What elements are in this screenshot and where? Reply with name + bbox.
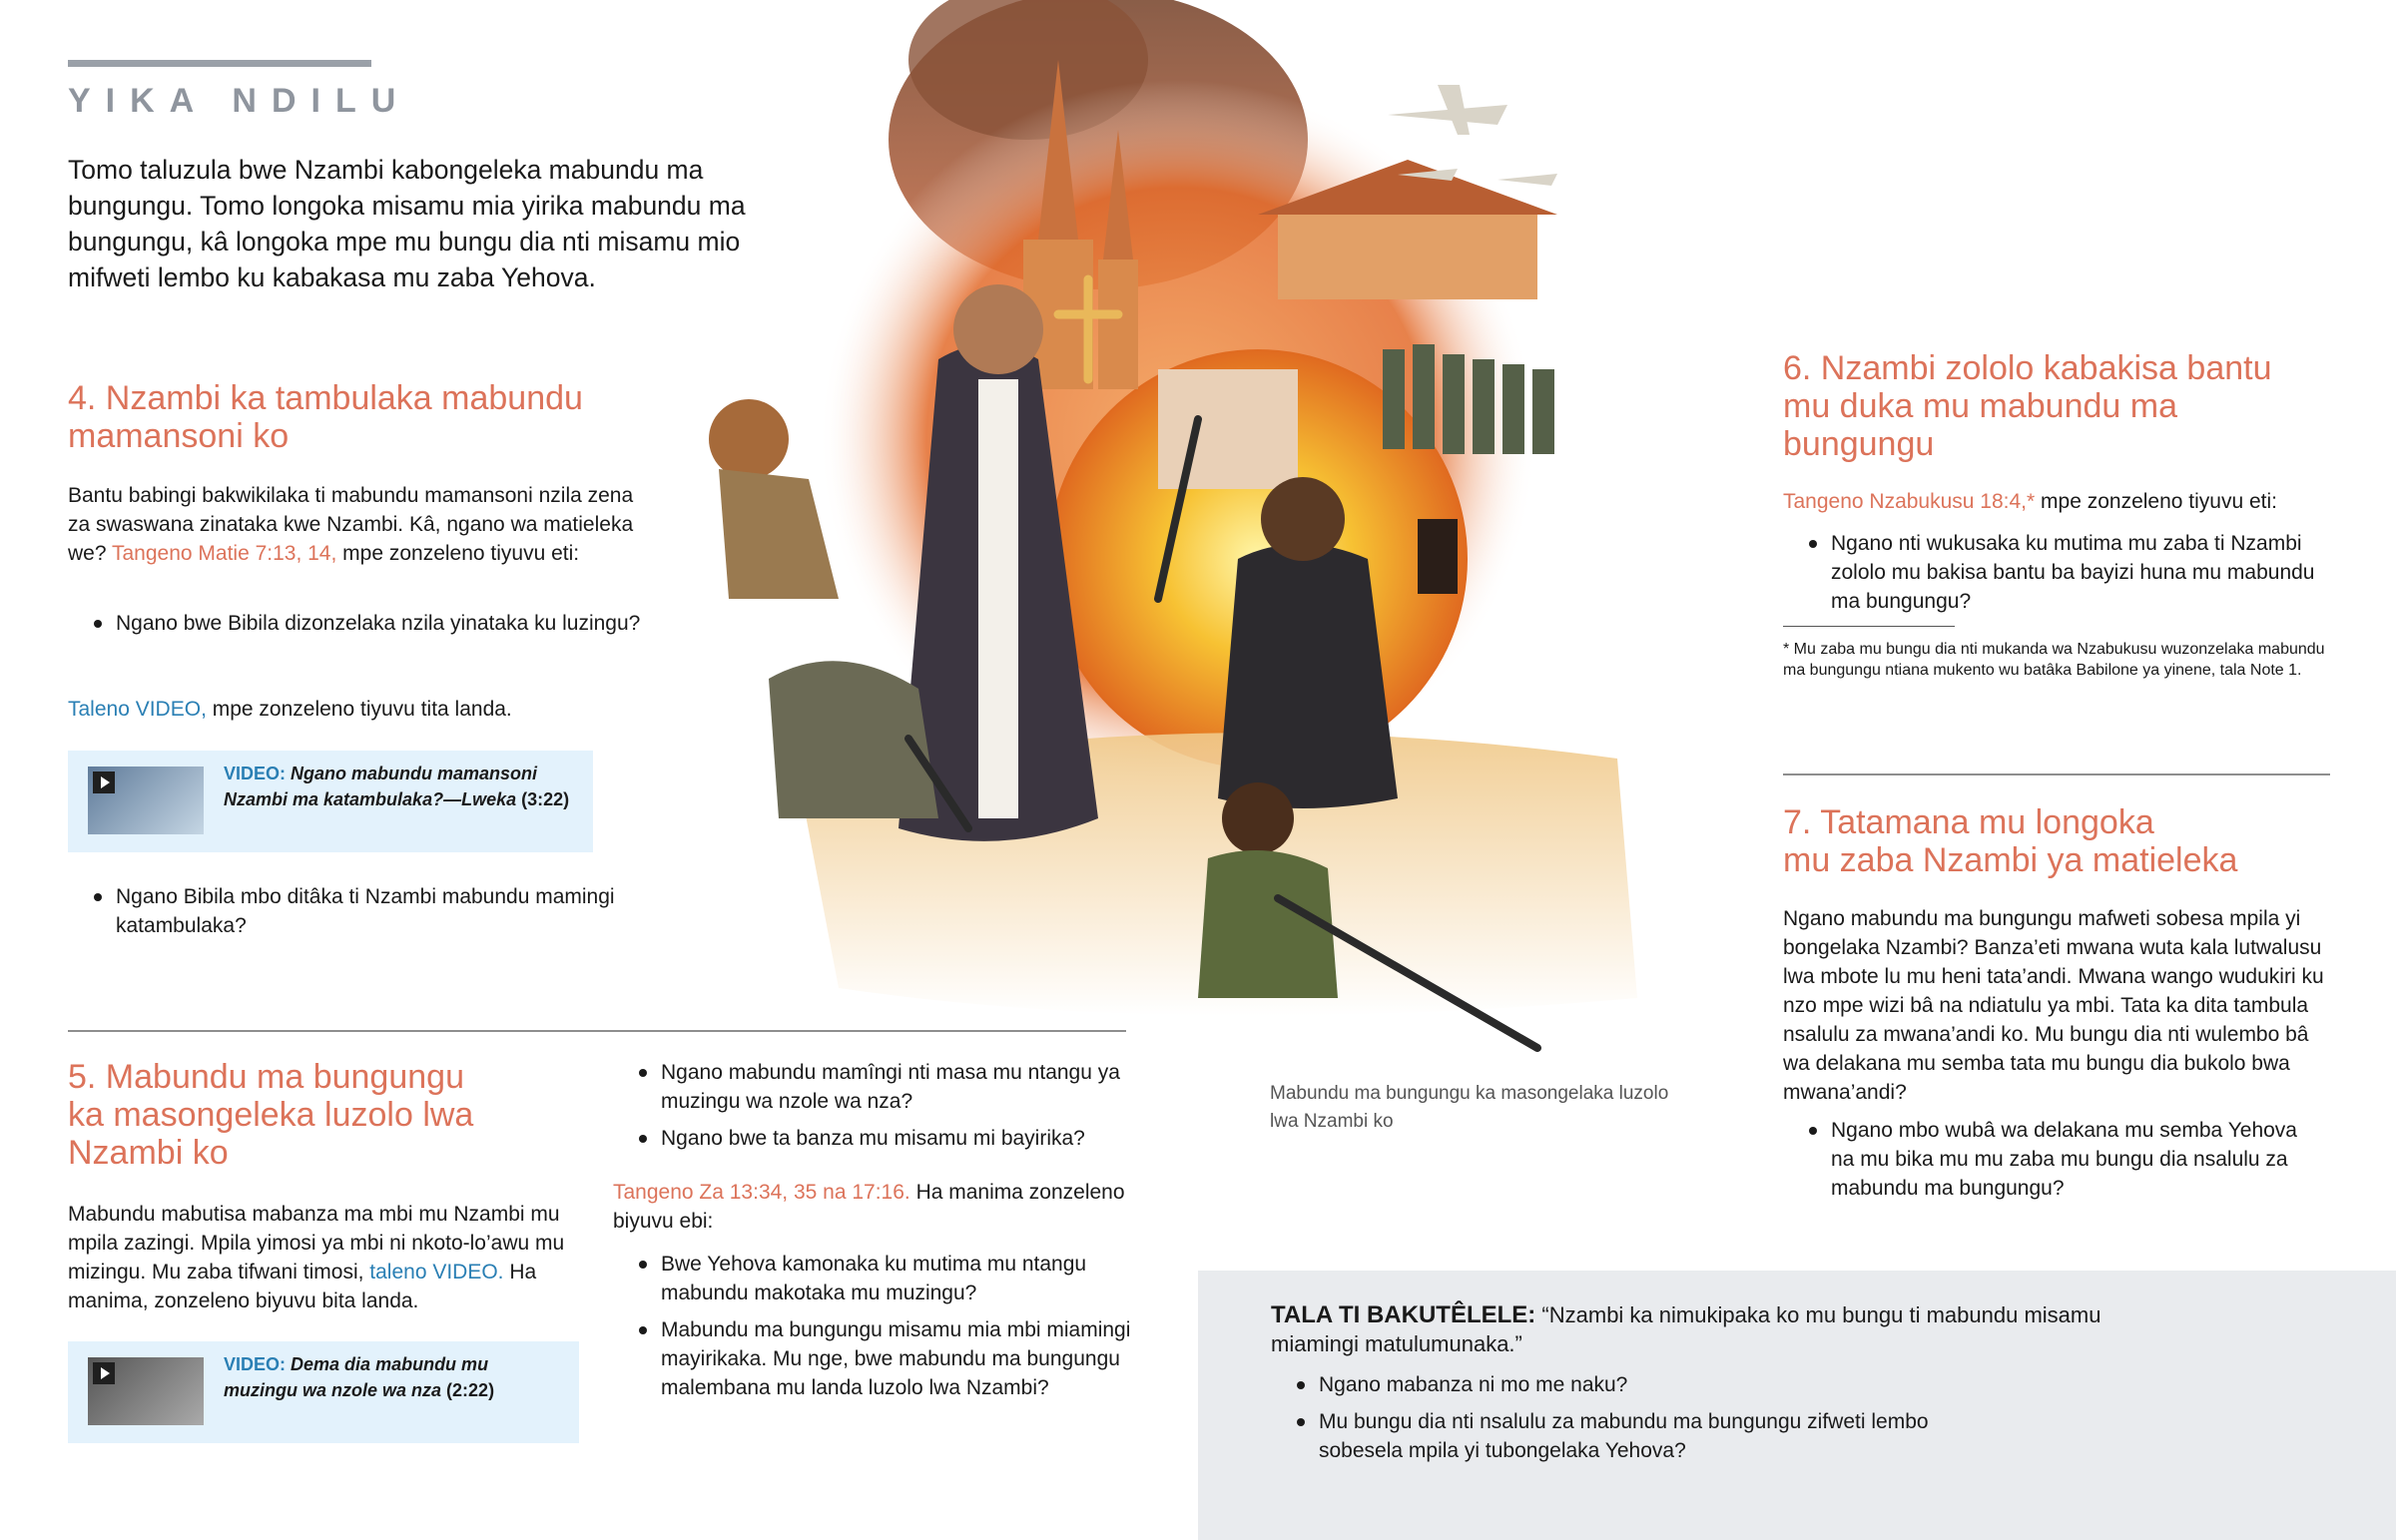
objection-questions xyxy=(1271,1370,1970,1473)
play-icon[interactable] xyxy=(93,1362,115,1384)
video-card-2[interactable] xyxy=(68,1341,579,1443)
section-5-questions-a xyxy=(613,1058,1132,1161)
section-7-paragraph: Ngano mabundu ma bungungu mafweti sobesa mpila yi bongelaka Nzambi? Banza’eti mwana wuta kala lutwalusu lwa mbote lu mu heni tata’andi. Mwana wango wudukiri ku nzo mpe wizi bâ na ndiatulu ya mbi. Tata ka dita tambula nsalulu za mwana’andi ko. Mu bungu dia nti wulembo bâ wa delakana mu semba tata mu bungu dia bukolo bwa mwana’andi? xyxy=(1783,907,2324,1104)
section-5-paragraph: Mabundu mabutisa mabanza ma mbi mu Nzambi mu mpila zazingi. Mpila yimosi ya mbi ni nkoto-lo’awu mu mizingu. Mu zaba tifwani timosi, taleno VIDEO. Ha manima, zonzeleno biyuvu bita landa. xyxy=(68,1203,565,1312)
play-icon[interactable] xyxy=(93,771,115,793)
section-6-questions xyxy=(1783,529,2342,624)
section-4-title: 4. Nzambi ka tambulaka mabundu mamansoni ko xyxy=(68,379,583,455)
video-thumbnail[interactable] xyxy=(88,1357,204,1425)
section-5-questions-b xyxy=(613,1250,1132,1410)
section-4-questions-b xyxy=(68,882,627,948)
question-item: Ngano mbo wubâ wa delakana mu semba Yehova na mu bika mu mu zaba mu bungu dia nsalulu za mabundu ma bungungu? xyxy=(1783,1116,2322,1203)
section-7 xyxy=(1783,803,2362,879)
section-divider-right xyxy=(1783,773,2330,775)
section-6-title: 6. Nzambi zololo kabakisa bantu mu duka mu mabundu ma bungungu xyxy=(1783,349,2272,463)
section-divider-left xyxy=(68,1030,1126,1032)
section-5-title: 5. Mabundu ma bungungu ka masongeleka luzolo lwa Nzambi ko xyxy=(68,1058,474,1172)
question-item: Ngano bwe Bibila dizonzelaka nzila yinataka ku luzingu? xyxy=(68,609,647,638)
watch-video-link[interactable]: Taleno VIDEO, xyxy=(68,698,207,721)
section-6 xyxy=(1783,349,2362,463)
scripture-ref-acts[interactable]: Tangeno Za 13:34, 35 na 17:16. xyxy=(613,1181,910,1204)
section-4-questions-a xyxy=(68,609,647,646)
question-item: Ngano mabanza ni mo me naku? xyxy=(1271,1370,1970,1399)
question-item: Mu bungu dia nti nsalulu za mabundu ma bungungu zifweti lembo sobesela mpila yi tubongelaka Yehova? xyxy=(1271,1407,1970,1465)
question-item: Mabundu ma bungungu misamu mia mbi miamingi mayirikaka. Mu nge, bwe mabundu ma bungungu malembana mu landa luzolo lwa Nzambi? xyxy=(613,1315,1132,1402)
video-thumbnail[interactable] xyxy=(88,767,204,834)
footnote-rule xyxy=(1783,626,1955,627)
top-rule xyxy=(68,60,371,67)
scripture-ref-matthew[interactable]: Tangeno Matie 7:13, 14, xyxy=(111,542,337,565)
footnote: * Mu zaba mu bungu dia nti mukanda wa Nzabukusu wuzonzelaka mabundu ma bungungu ntiana mukento wu batâka Babilone ya yinene, tala Note 1. xyxy=(1783,641,2325,679)
question-item: Ngano bwe ta banza mu misamu mi bayirika? xyxy=(613,1124,1132,1153)
section-5-reading-prompt: Tangeno Za 13:34, 35 na 17:16. Ha manima zonzeleno biyuvu ebi: xyxy=(613,1181,1125,1233)
section-7-title: 7. Tatamana mu longoka mu zaba Nzambi ya matieleka xyxy=(1783,803,2238,879)
intro-paragraph: Tomo taluzula bwe Nzambi kabongeleka mabundu ma bungungu. Tomo longoka misamu mia yirika mabundu ma bungungu, kâ longoka mpe mu bungu dia nti misamu mio mifweti lembo ku kabakasa mu zaba Yehova. xyxy=(68,155,746,292)
section-7-questions xyxy=(1783,1116,2322,1211)
question-item: Ngano nti wukusaka ku mutima mu zaba ti Nzambi zololo mu bakisa bantu ba bayizi huna mu mabundu ma bungungu? xyxy=(1783,529,2342,616)
question-item: Bwe Yehova kamonaka ku mutima mu ntangu mabundu makotaka mu muzingu? xyxy=(613,1250,1132,1307)
scripture-ref-revelation[interactable]: Tangeno Nzabukusu 18:4, xyxy=(1783,490,2028,513)
section-kicker: YIKA NDILU xyxy=(68,82,411,120)
religion-war-illustration xyxy=(639,0,1737,1068)
objection-label: TALA TI BAKUTÊLELE: xyxy=(1271,1301,1536,1328)
section-4 xyxy=(68,379,627,455)
section-4-video-prompt: Taleno VIDEO, mpe zonzeleno tiyuvu tita landa. xyxy=(68,698,512,721)
video-card-text[interactable]: VIDEO: Ngano mabundu mamansoni Nzambi ma katambulaka?—Lweka (3:22) xyxy=(224,764,570,809)
objection-box xyxy=(1198,1271,2396,1540)
watch-video-link-2[interactable]: taleno VIDEO. xyxy=(369,1261,504,1283)
video-card-1[interactable] xyxy=(68,751,593,852)
section-6-reading-prompt: Tangeno Nzabukusu 18:4,* mpe zonzeleno tiyuvu eti: xyxy=(1783,490,2278,513)
footnote-marker[interactable]: * xyxy=(2027,490,2036,513)
objection-statement: TALA TI BAKUTÊLELE: “Nzambi ka nimukipaka ko mu bungu ti mabundu misamu miamingi matulumunaka.” xyxy=(1271,1301,2101,1356)
illustration-caption: Mabundu ma bungungu ka masongelaka luzolo lwa Nzambi ko xyxy=(1270,1083,1669,1132)
section-5 xyxy=(68,1058,587,1172)
question-item: Ngano mabundu mamîngi nti masa mu ntangu ya muzingu wa nzole wa nza? xyxy=(613,1058,1132,1116)
question-item: Ngano Bibila mbo ditâka ti Nzambi mabundu mamingi katambulaka? xyxy=(68,882,627,940)
video-card-text[interactable]: VIDEO: Dema dia mabundu mu muzingu wa nzole wa nza (2:22) xyxy=(224,1354,495,1400)
section-4-paragraph: Bantu babingi bakwikilaka ti mabundu mamansoni nzila zena za swaswana zinataka kwe Nzambi. Kâ, ngano wa matieleka we? Tangeno Matie 7:13, 14, mpe zonzeleno tiyuvu eti: xyxy=(68,484,634,565)
